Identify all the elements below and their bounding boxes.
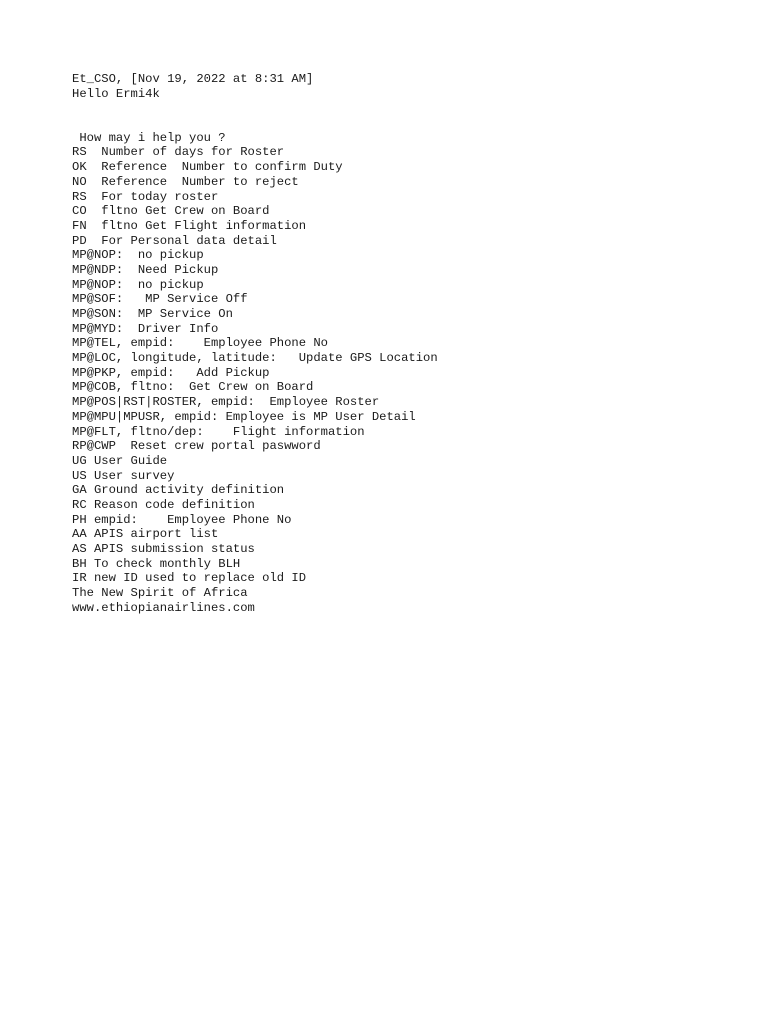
help-prompt: How may i help you ?	[72, 130, 226, 145]
command-item: MP@LOC, longitude, latitude: Update GPS Location	[72, 351, 438, 366]
command-item: MP@SON: MP Service On	[72, 307, 233, 322]
blank-gap	[72, 101, 732, 130]
command-item: OK Reference Number to confirm Duty	[72, 160, 343, 175]
command-item: MP@POS|RST|ROSTER, empid: Employee Roster	[72, 395, 380, 410]
command-item: CO fltno Get Crew on Board	[72, 204, 270, 219]
command-item: RS For today roster	[72, 189, 219, 204]
greeting: Hello Ermi4k	[72, 86, 160, 101]
tagline: The New Spirit of Africa	[72, 586, 248, 601]
document-page	[72, 72, 732, 615]
command-item: MP@NDP: Need Pickup	[72, 262, 219, 277]
command-item: MP@SOF: MP Service Off	[72, 292, 248, 307]
command-list	[72, 145, 732, 586]
command-item: BH To check monthly BLH	[72, 556, 241, 571]
command-item: MP@COB, fltno: Get Crew on Board	[72, 380, 314, 395]
command-item: US User survey	[72, 468, 175, 483]
command-item: FN fltno Get Flight information	[72, 218, 307, 233]
website-link[interactable]: www.ethiopianairlines.com	[72, 600, 255, 615]
command-item: MP@NOP: no pickup	[72, 248, 204, 263]
command-item: MP@MPU|MPUSR, empid: Employee is MP User Detail	[72, 409, 416, 424]
command-item: AS APIS submission status	[72, 542, 255, 557]
command-item: RS Number of days for Roster	[72, 145, 285, 160]
sender-line: Et_CSO, [Nov 19, 2022 at 8:31 AM]	[72, 72, 314, 86]
command-item: IR new ID used to replace old ID	[72, 571, 307, 586]
command-item: MP@MYD: Driver Info	[72, 321, 219, 336]
command-item: MP@FLT, fltno/dep: Flight information	[72, 424, 365, 439]
command-item: RC Reason code definition	[72, 497, 255, 512]
command-item: UG User Guide	[72, 453, 168, 468]
command-item: MP@TEL, empid: Employee Phone No	[72, 336, 328, 351]
command-item: PD For Personal data detail	[72, 233, 277, 248]
command-item: MP@NOP: no pickup	[72, 277, 204, 292]
command-item: PH empid: Employee Phone No	[72, 512, 292, 527]
command-item: AA APIS airport list	[72, 527, 219, 542]
command-item: GA Ground activity definition	[72, 483, 285, 498]
command-item: NO Reference Number to reject	[72, 174, 299, 189]
command-item: MP@PKP, empid: Add Pickup	[72, 365, 270, 380]
command-item: RP@CWP Reset crew portal paswword	[72, 439, 321, 454]
